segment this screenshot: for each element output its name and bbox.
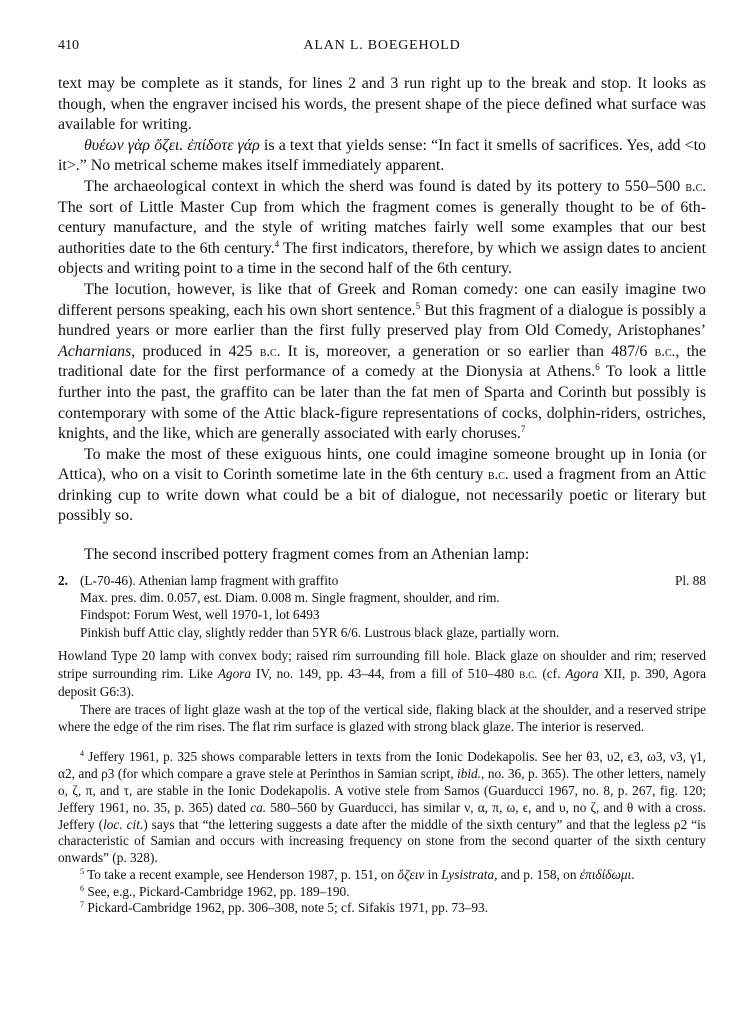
footnote-5: $^5$ To take a recent example, see Henderson 1987, p. 151, on ὄζειν in Lysistrata, and p. 158, on ἐπιδίδωμι. [80,866,635,882]
catalog-dimensions: Max. pres. dim. 0.057, est. Diam. 0.008 m. Single fragment, shoulder, and rim. [80,590,500,606]
paragraph-1: text may be complete as it stands, for lines 2 and 3 run right up to the break and stop. It looks as though, when the engraver incised his words, the present shape of the piece defined what surface was available for writing. [58,75,706,134]
page-number: 410 [58,38,79,53]
greek-quotation: θυέων γὰρ ὄζει. ἐπίδοτε γάρ [84,136,260,154]
footnote-ref-6: 6 [595,362,600,373]
paragraph-2: θυέων γὰρ ὄζει. ἐπίδοτε γάρ is a text that yields sense: “In fact it smells of sacrifices. Yes, add <to it>.” No metrical scheme makes itself immediately apparent. [58,136,706,175]
paragraph-4: The locution, however, is like that of Greek and Roman comedy: one can easily imagine two different persons speaking, each his own short sentence.$^5$ But this fragment of a dialogue is possibly a hundred years or more earlier than the first fully preserved play from Old Comedy, Aristophanes’ Acharnians, produced in 425 b.c. It is, moreover, a generation or so earlier than 487/6 b.c., the traditional date for the first performance of a comedy at the Dionysia at Athens.$^6$ To look a little further into the past, the graffito can be later than the fat men of Sparta and Corinth but possibly is contemporary with some of the Attic black-figure representations of cocks, dolphin-riders, ostriches, knights, and the like, which are generally associated with early choruses.$^7$ [58,280,707,443]
footnotes [58,749,706,917]
catalog-title: (L-70-46). Athenian lamp fragment with graffito [80,572,339,588]
plate-reference: Pl. 88 [674,572,706,588]
footnote-ref-5: 5 [415,300,421,311]
paragraph-5: To make the most of these exiguous hints, one could imagine someone brought up in Ionia (or Attica), who on a visit to Corinth sometime late in the 6th century b.c. used a fragment from an Attic drinking cup to write down what could be a bit of dialogue, not necessarily poetic or literary but possibly so. [58,445,706,525]
catalog-desc-2: There are traces of light glaze wash at the top of the vertical side, flaking black at the shoulder, and a reserved stripe where the edge of the rim rises. The flat rim surface is glazed with strong black glaze. The interior is reserved. [58,701,706,734]
page-header [58,38,706,62]
page [58,38,706,917]
paragraph-6: The second inscribed pottery fragment comes from an Athenian lamp: [84,546,530,564]
body-text [58,74,706,566]
footnote-7: $^7$ Pickard-Cambridge 1962, pp. 306–308, note 5; cf. Sifakis 1971, pp. 73–93. [80,900,489,916]
running-head: ALAN L. BOEGEHOLD [303,38,461,53]
paragraph-3: The archaeological context in which the sherd was found is dated by its pottery to 550–500 b.c. The sort of Little Master Cup from which the fragment comes is generally thought to be of 6th-century manufacture, and the style of writing matches fairly well some examples that our best authorities date to the 6th century.$^4$ The first indicators, therefore, by which we assign dates to ancient objects and writing point to a time in the second half of the 6th century. [58,177,706,278]
footnote-ref-7: 7 [520,424,526,435]
catalog-findspot: Findspot: Forum West, well 1970-1, lot 6493 [80,607,320,623]
catalog-metadata [58,589,706,641]
catalog-entry [58,572,706,736]
catalog-fabric: Pinkish buff Attic clay, slightly redder than 5YR 6/6. Lustrous black glaze, partially worn. [80,624,560,640]
footnote-4: $^4$ Jeffery 1961, p. 325 shows comparable letters in texts from the Ionic Dodekapolis. See her θ3, υ2, ϵ3, ω3, ν3, γ1, α2, and ρ3 (for which compare a grave stele at Perinthos in Samian script, ibid., no. 36, p. 365). The other letters, namely ο, ζ, π, and τ, are stable in the Ionic Dodekapolis. A votive stele from Samos (Guarducci 1967, no. 8, p. 267, fig. 120; Jeffery 1961, no. 35, p. 365) dated ca. 580–560 by Guarducci, has similar ν, α, π, ω, ϵ, and υ, no ζ, and θ with a cross. Jeffery (loc. cit.) says that “the lettering suggests a date after the middle of the sixth century” and that the legless ρ2 “is characteristic of Samian and occurs with increasing frequency on stone from the second quarter of the sixth century onwards” (p. 328). [58,749,706,866]
footnote-ref-4: 4 [274,238,280,249]
catalog-desc-1: Howland Type 20 lamp with convex body; raised rim surrounding fill hole. Black glaze on shoulder and rim; reserved stripe surrounding rim. Like Agora IV, no. 149, pp. 43–44, from a fill of 510–480 b.c. (cf. Agora XII, p. 390, Agora deposit G6:3). [58,648,706,700]
catalog-heading [58,572,706,589]
catalog-number: 2. [58,572,68,588]
catalog-description [58,647,706,735]
footnote-6: $^6$ See, e.g., Pickard-Cambridge 1962, pp. 189–190. [80,883,350,899]
